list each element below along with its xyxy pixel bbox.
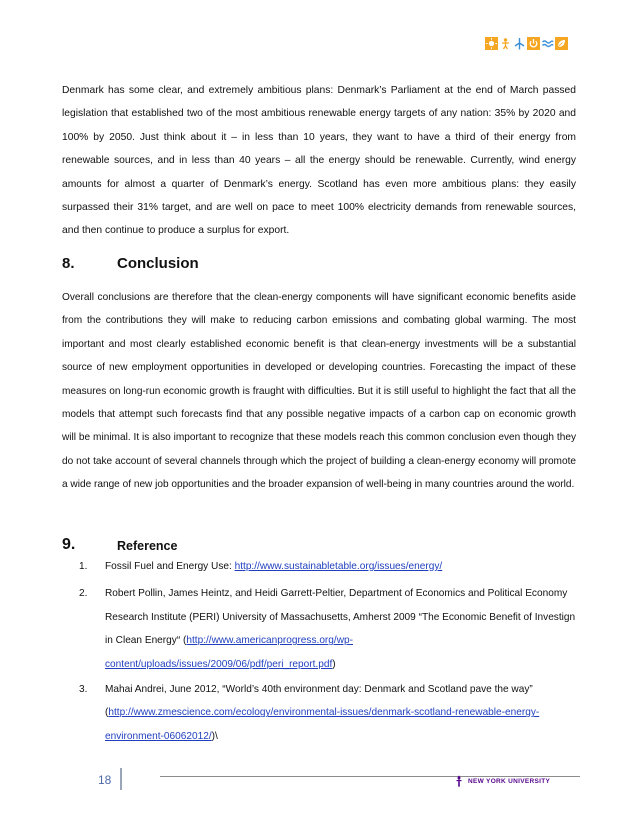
university-logo [454, 775, 550, 787]
reference-item [62, 555, 582, 578]
person-icon [499, 37, 512, 50]
reference-link[interactable]: http://www.sustainabletable.org/issues/energy/ [234, 561, 443, 572]
section-9-heading [62, 536, 177, 554]
intro-paragraph: Denmark has some clear, and extremely ambitious plans: Denmark’s Parliament at the end of March passed legislation that established two of the most ambitious renewable energy targets of any nation: 35% by 2020 and 100% by 2050. Just think about it – in less than 10 years, they want to have a third of their energy from renewable sources, and in less than 40 years – all the energy should be renewable. Currently, wind energy amounts for almost a quarter of Denmark’s energy. Scotland has even more ambitious plans: they easily surpassed their 31% target, and are well on pace to meet 100% electricity demands from renewable sources, and then continue to produce a surplus for export. [62, 85, 576, 237]
footer-divider [120, 768, 122, 790]
reference-index: 1. [79, 561, 88, 572]
section-number: 9. [62, 536, 76, 553]
reference-index: 2. [79, 588, 88, 600]
section-8-heading [62, 255, 199, 272]
reference-suffix: ) [332, 658, 336, 670]
university-name: NEW YORK UNIVERSITY [468, 777, 551, 785]
reference-item [62, 582, 582, 676]
sun-icon [485, 37, 498, 50]
section-title: Reference [117, 539, 178, 553]
section-title: Conclusion [117, 255, 199, 272]
reference-list [62, 555, 582, 748]
conclusion-paragraph: Overall conclusions are therefore that the clean-energy components will have significant economic benefits aside from the contributions they will make to reducing carbon emissions and combating global warming. The most important and most clearly established economic benefit is that clean-energy investments will be a substantial source of new employment opportunities in developed or developing countries. Forecasting the impact of these measures on long-run economic growth is fraught with difficulties. But it is still useful to highlight the fact that all the models that attempt such forecasts find that any possible negative impacts of a carbon cap on economic growth will be minimal. It is also important to recognize that these models reach this common conclusion even though they do not take account of several channels through which the project of building a clean-energy economy will promote a wide range of new job opportunities and the broader expansion of well-being in many countries around the world. [62, 292, 576, 491]
water-waves-icon [541, 37, 554, 50]
reference-text [105, 555, 582, 578]
reference-item [62, 678, 582, 748]
reference-link[interactable]: http://www.zmescience.com/ecology/environmental-issues/denmark-scotland-renewable-energy-environment-06062012/ [105, 707, 540, 742]
reference-body: Mahai Andrei, June 2012, “World’s 40th environment day: Denmark and Scotland pave the way” ( [105, 684, 533, 719]
reference-text [105, 582, 582, 676]
header-logo-strip [485, 37, 568, 50]
reference-body: Fossil Fuel and Energy Use: [105, 561, 235, 572]
leaf-icon [555, 37, 568, 50]
reference-body: Robert Pollin, James Heintz, and Heidi Garrett-Peltier, Department of Economics and Political Economy Research Institute (PERI) University of Massachusetts, Amherst 2009 “The Economic Benefit of Investign in Clean Energy“ ( [105, 588, 576, 647]
wind-turbine-icon [513, 37, 526, 50]
page-number: 18 [98, 773, 112, 787]
reference-suffix: )\ [211, 730, 218, 742]
reference-link[interactable]: http://www.americanprogress.org/wp-content/uploads/issues/2009/06/pdf/peri_report.pdf [105, 635, 353, 670]
reference-index: 3. [79, 684, 88, 696]
power-icon [527, 37, 540, 50]
torch-icon [454, 775, 464, 787]
section-number: 8. [62, 255, 75, 272]
reference-text [105, 678, 582, 748]
